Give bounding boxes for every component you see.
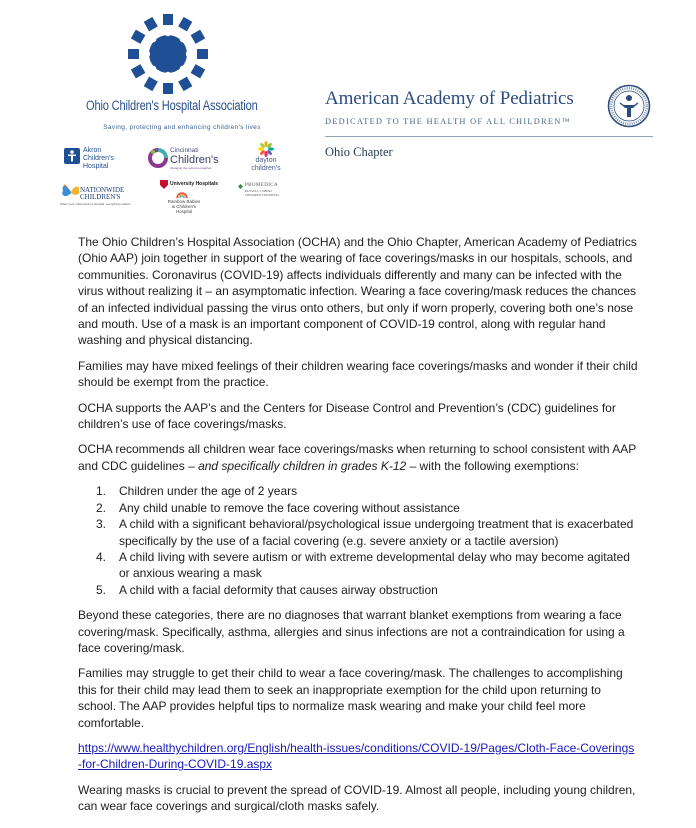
list-item: 1. Children under the age of 2 years xyxy=(96,484,298,499)
cincinnati-logo-icon xyxy=(148,148,168,168)
list-item: 2. Any child unable to remove the face covering without assistance xyxy=(96,500,460,515)
aap-tagline: DEDICATED TO THE HEALTH OF ALL CHILDREN™ xyxy=(325,117,572,126)
exemptions-list xyxy=(78,483,638,598)
akron-logo-icon xyxy=(64,148,80,164)
list-item: 4. A child living with severe autism or with extreme developmental delay who may become agitated or anxious wearing a mask xyxy=(96,549,630,581)
promedica-icon xyxy=(238,184,243,189)
ocha-emblem-icon xyxy=(126,12,210,96)
partner-dayton: dayton children's xyxy=(246,141,286,173)
link-paragraph xyxy=(78,740,638,773)
partner-logos: Akron Children's Hospital Cincinnati Children's changing the outcome together dayton children's NATIONWIDE CHILDREN'S When your child needs a hospital, everything matters. University Hospitals Rainbow Babies & Children's Hospital PROMEDICA RUSSELL J. EBEID CHILDREN'S HOSPITAL xyxy=(60,143,305,218)
aap-chapter: Ohio Chapter xyxy=(325,145,393,159)
letter-body xyxy=(78,234,638,824)
healthychildren-link[interactable]: https://www.healthychildren.org/English/health-issues/conditions/COVID-19/Pages/Cloth-Face-Coverings-for-Children-During-COVID-19.aspx xyxy=(78,740,635,772)
uh-shield-icon xyxy=(160,180,168,189)
dayton-logo-icon xyxy=(258,141,274,157)
ocha-name: Ohio Children's Hospital Association xyxy=(86,98,258,113)
paragraph-cdc-support: OCHA supports the AAP’s and the Centers for Disease Control and Prevention’s (CDC) guidelines for children’s use of face coverings/masks. xyxy=(78,400,616,432)
paragraph-families-struggle: Families may struggle to get their child to wear a face covering/mask. The challenges to accomplishing this for their child may lead them to seek an inappropriate exemption for the child upon returning to school. The AAP provides helpful tips to normalize mask wearing and make your child feel more comfortable. xyxy=(78,666,623,730)
ocha-tagline: Saving, protecting and enhancing children's lives xyxy=(103,124,261,131)
aap-divider xyxy=(325,136,653,137)
nationwide-butterfly-icon xyxy=(60,183,82,201)
paragraph-no-blanket-exemptions: Beyond these categories, there are no diagnoses that warrant blanket exemptions from wearing a face covering/mask. Specifically, asthma, allergies and sinus infections are not a contraindication for using a face covering/mask. xyxy=(78,608,625,655)
list-item: 3. A child with a significant behavioral/psychological issue undergoing treatment that is exacerbated specifically by the use of a facial covering (e.g. severe anxiety or a tactile aversion) xyxy=(96,517,634,548)
rainbow-icon xyxy=(176,191,188,198)
aap-seal-icon xyxy=(607,84,651,128)
aap-name: American Academy of Pediatrics xyxy=(325,88,574,109)
paragraph-recommendation: OCHA recommends all children wear face coverings/masks when returning to school consistent with AAP and CDC guidelines – and specifically children in grades K-12 – with the following exemptions: xyxy=(78,442,637,473)
list-item: 5. A child with a facial deformity that causes airway obstruction xyxy=(96,582,438,597)
paragraph-closing: Wearing masks is crucial to prevent the spread of COVID-19. Almost all people, including young children, can wear face coverings and surgical/cloth masks safely. xyxy=(78,782,636,814)
paragraph-intro: The Ohio Children’s Hospital Association (OCHA) and the Ohio Chapter, American Academy of Pediatrics (Ohio AAP) join together in support of the wearing of face coverings/masks in our hospitals, schools, and communities. Coronavirus (COVID-19) affects individuals differently and many can be infected with the virus without realizing it – an asymptomatic infection. Wearing a face covering/mask reduces the chances of an infected individual passing the virus onto others, but only if worn properly, covering both one’s nose and mouth. Use of a mask is an important component of COVID-19 control, along with regular hand washing and physical distancing. xyxy=(78,235,637,348)
paragraph-families-feelings: Families may have mixed feelings of their children wearing face coverings/masks and wonder if their child should be exempt from the practice. xyxy=(78,358,638,390)
